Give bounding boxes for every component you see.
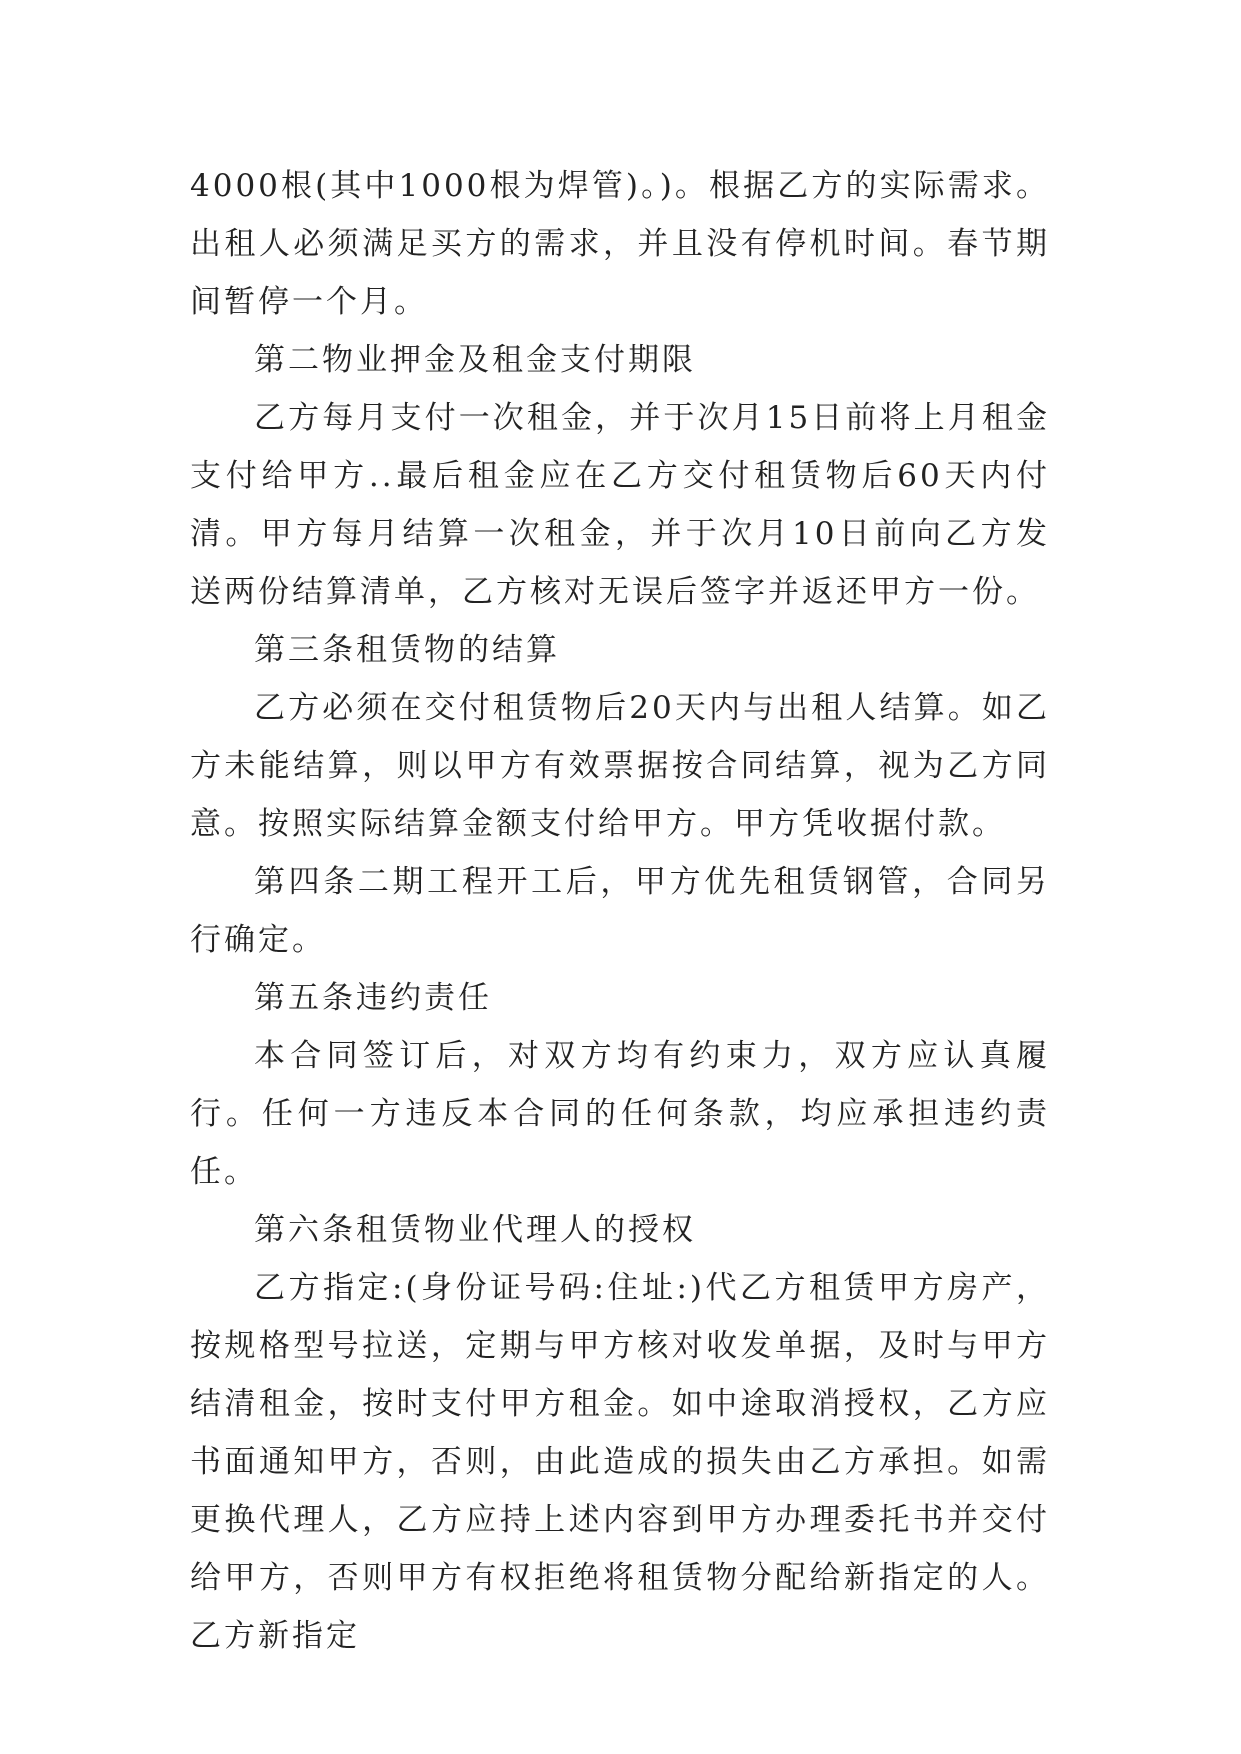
paragraph-monthly-payment: 乙方每月支付一次租金，并于次月15日前将上月租金支付给甲方..最后租金应在乙方交付租赁物后60天内付清。甲方每月结算一次租金，并于次月10日前向乙方发送两份结算清单，乙方核对无误后签字并返还甲方一份。 — [190, 400, 1050, 610]
paragraph-breach-liability: 本合同签订后，对双方均有约束力，双方应认真履行。任何一方违反本合同的任何条款，均应承担违约责任。 — [190, 1038, 1050, 1190]
heading-breach-liability: 第五条违约责任 — [254, 980, 492, 1016]
document-page — [190, 157, 1050, 1665]
paragraph-agent-authorization: 乙方指定:(身份证号码:住址:)代乙方租赁甲方房产，按规格型号拉送，定期与甲方核对收发单据，及时与甲方结清租金，按时支付甲方租金。如中途取消授权，乙方应书面通知甲方，否则，由此造成的损失由乙方承担。如需更换代理人，乙方应持上述内容到甲方办理委托书并交付给甲方，否则甲方有权拒绝将租赁物分配给新指定的人。乙方新指定 — [190, 1270, 1050, 1654]
heading-deposit-payment-term: 第二物业押金及租金支付期限 — [254, 342, 696, 378]
paragraph-settlement: 乙方必须在交付租赁物后20天内与出租人结算。如乙方未能结算，则以甲方有效票据按合同结算，视为乙方同意。按照实际结算金额支付给甲方。甲方凭收据付款。 — [190, 690, 1050, 842]
heading-settlement: 第三条租赁物的结算 — [254, 632, 560, 668]
heading-agent-authorization: 第六条租赁物业代理人的授权 — [254, 1212, 696, 1248]
paragraph-rental-quantity: 4000根(其中1000根为焊管)。)。根据乙方的实际需求。出租人必须满足买方的需求，并且没有停机时间。春节期间暂停一个月。 — [190, 168, 1050, 320]
paragraph-phase-two: 第四条二期工程开工后，甲方优先租赁钢管，合同另行确定。 — [190, 864, 1050, 958]
